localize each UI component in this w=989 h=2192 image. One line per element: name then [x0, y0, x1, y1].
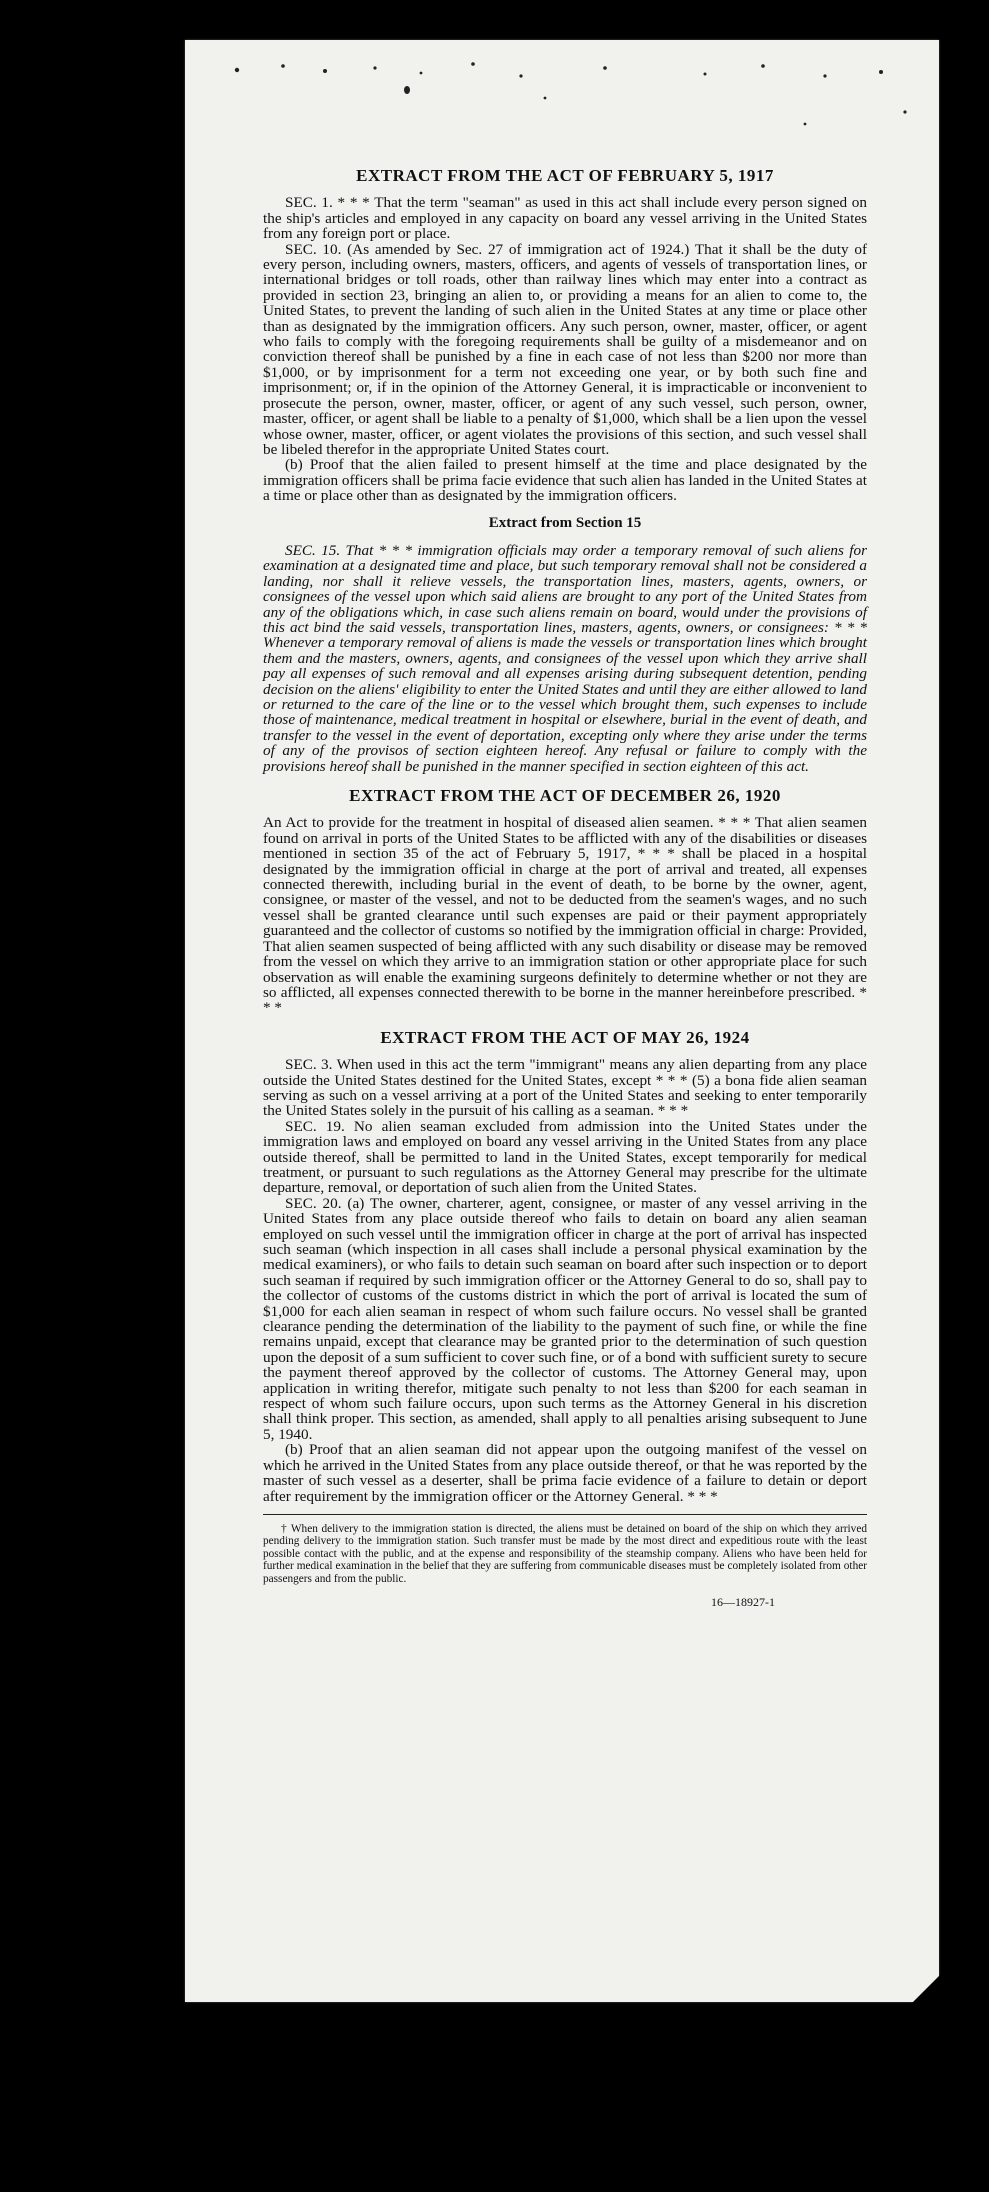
document-page	[185, 40, 939, 2002]
section-3-paragraph: SEC. 3. When used in this act the term "immigrant" means any alien departing from any place outside the United States destined for the United States, except * * * (5) a bona fide alien seaman serving as such on a vessel arriving at a port of the United States and seeking to enter temporarily the United States solely in the pursuit of his calling as a seaman. * * *	[263, 1056, 867, 1120]
document-body	[263, 168, 867, 1610]
scan-specks	[185, 40, 939, 160]
act-1920-paragraph: An Act to provide for the treatment in hospital of diseased alien seamen. * * * That alien seamen found on arrival in ports of the United States to be afflicted with any of the disabilities or diseases mentioned in section 35 of the act of February 5, 1917, * * * shall be placed in a hospital designated by the immigration official in charge at the port of arrival and treated, all expenses connected therewith, including burial in the event of death, to be borne by the owner, agent, consignee, or master of the vessel, and not to be deducted from the seamen's wages, and no such vessel shall be granted clearance until such expenses are paid or their payment appropriately guaranteed and the collector of customs so notified by the immigration official in charge: Provided, That alien seamen suspected of being afflicted with any such disability or disease may be removed from the vessel on which they arrive to an immigration station or other appropriate place for such observation as will enable the examining surgeons definitely to determine whether or not they are so afflicted, all expenses connected therewith to be borne in the manner hereinbefore prescribed. * * *	[263, 814, 867, 1017]
heading-act-1917: EXTRACT FROM THE ACT OF FEBRUARY 5, 1917	[356, 166, 774, 185]
section-15-paragraph: SEC. 15. That * * * immigration officials may order a temporary removal of such aliens for examination at a designated time and place, but such temporary removal shall not be considered a landing, nor shall it relieve vessels, the transportation lines, masters, agents, owners, or consignees of the vessel upon which said aliens are brought to any port of the United States from any of the obligations which, in case such aliens remain on board, would under the provisions of this act bind the said vessels, transportation lines, masters, agents, owners, or consignees: * * * Whenever a temporary removal of aliens is made the vessels or transportation lines which brought them and the masters, owners, agents, and consignees of the vessel upon which they arrive shall pay all expenses of such removal and all expenses arising during subsequent detention, pending decision on the aliens' eligibility to enter the United States and until they are either allowed to land or returned to the care of the line or to the vessel which brought them, such expenses to include those of maintenance, medical treatment in hospital or elsewhere, burial in the event of death, and transfer to the vessel in the event of deportation, excepting only where they arise under the terms of any of the provisos of section eighteen hereof. Any refusal or failure to comply with the provisions hereof shall be punished in the manner specified in section eighteen of this act.	[263, 541, 867, 775]
section-10-paragraph: SEC. 10. (As amended by Sec. 27 of immigration act of 1924.) That it shall be the duty of every person, including owners, masters, officers, and agents of vessels of transportation lines, or international bridges or toll roads, other than railway lines which may enter into a contract as provided in section 23, bringing an alien to, or providing a means for an alien to come to, the United States, to prevent the landing of such alien in the United States at any time or place other than as designated by the immigration officers. Any such person, owner, master, officer, or agent who fails to comply with the foregoing requirements shall be guilty of a misdemeanor and on conviction thereof shall be punished by a fine in each case of not less than $200 nor more than $1,000, or by imprisonment for a term not exceeding one year, or by both such fine and imprisonment; or, if in the opinion of the Attorney General, it is impracticable or inconvenient to prosecute the person, owner, master, officer, or agent of any such vessel, such person, owner, master, officer, or agent shall be liable to a penalty of $1,000, which shall be a lien upon the vessel whose owner, master, officer, or agent violates the provisions of this section, and such vessel shall be libeled therefor in the appropriate United States court.	[263, 240, 867, 458]
section-19-paragraph: SEC. 19. No alien seaman excluded from admission into the United States under the immigration laws and employed on board any vessel arriving in the United States from any place outside thereof, shall be permitted to land in the United States, except temporarily for medical treatment, or pursuant to such regulations as the Attorney General may prescribe for the ultimate departure, removal, or deportation of such alien from the United States.	[263, 1117, 867, 1197]
heading-act-1920: EXTRACT FROM THE ACT OF DECEMBER 26, 1920	[349, 786, 781, 806]
section-20b-paragraph: (b) Proof that an alien seaman did not appear upon the outgoing manifest of the vessel on which he arrived in the United States from any place outside thereof, or that he was reported by the master of such vessel as a deserter, shall be prima facie evidence of a failure to detain or deport after requirement by the immigration officer or the Attorney General. * * *	[263, 1441, 867, 1505]
footnote-divider	[263, 1514, 867, 1515]
footnote	[263, 1523, 867, 1585]
section-1-paragraph: SEC. 1. * * * That the term "seaman" as used in this act shall include every person signed on the ship's articles and employed in any capacity on board any vessel arriving in the United States from any foreign port or place.	[263, 194, 867, 243]
section-10b-paragraph: (b) Proof that the alien failed to present himself at the time and place designated by the immigration officers shall be prima facie evidence that such alien has landed in the United States at a time or place other than as designated by the immigration officers.	[263, 456, 867, 505]
footnote-text: † When delivery to the immigration station is directed, the aliens must be detained on board of the ship on which they arrived pending delivery to the immigration station. Such transfer must be made by the most direct and expeditious route with the least possible contact with the public, and at the expense and responsibility of the steamship company. Aliens who have been held for further medical examination in the belief that they are suffering from communicable diseases must be completely isolated from other passengers and from the public.	[263, 1522, 867, 1585]
form-number: 16—18927-1	[711, 1594, 775, 1609]
heading-act-1924: EXTRACT FROM THE ACT OF MAY 26, 1924	[380, 1027, 750, 1047]
section-20a-paragraph: SEC. 20. (a) The owner, charterer, agent, consignee, or master of any vessel arriving in the United States from any place outside thereof who fails to detain on board any alien seaman employed on such vessel until the immigration officer in charge at the port of arrival has inspected such seaman (which inspection in all cases shall include a personal physical examination by the medical examiners), or who fails to detain such seaman on board after such inspection or to deport such seaman if required by such immigration officer or the Attorney General to do so, shall pay to the collector of customs of the customs district in which the port of arrival is located the sum of $1,000 for each alien seaman in respect of whom such failure occurs. No vessel shall be granted clearance pending the determination of the liability to the payment of such fine, or while the fine remains unpaid, except that clearance may be granted prior to the determination of such question upon the deposit of a sum sufficient to cover such fine, or of a bond with sufficient surety to secure the payment thereof approved by the collector of customs. The Attorney General may, upon application in writing therefor, mitigate such penalty to not less than $200 for each seaman in respect of whom such failure occurs, upon such terms as the Attorney General in his discretion shall think proper. This section, as amended, shall apply to all penalties arising subsequent to June 5, 1940.	[263, 1194, 867, 1443]
heading-section-15: Extract from Section 15	[488, 514, 642, 531]
